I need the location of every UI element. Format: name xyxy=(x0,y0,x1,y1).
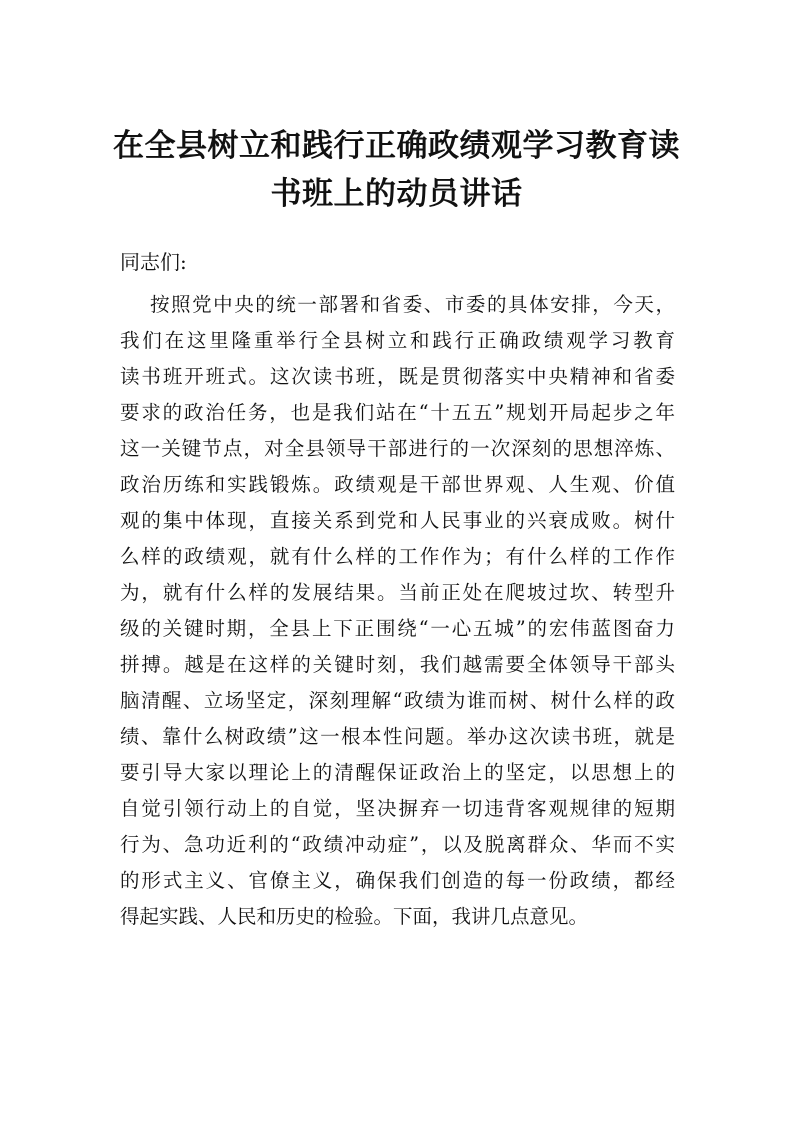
paragraph-line: 绩、靠什么树政绩”这一根本性问题。举办这次读书班，就是 xyxy=(120,725,675,748)
paragraph-line: 行为、急功近利的“政绩冲动症”，以及脱离群众、华而不实 xyxy=(120,833,675,856)
paragraph-line: 得起实践、人民和历史的检验。下面，我讲几点意见。 xyxy=(120,905,589,928)
paragraph-line: 的形式主义、官僚主义，确保我们创造的每一份政绩，都经 xyxy=(120,869,675,892)
paragraph-line: 读书班开班式。这次读书班，既是贯彻落实中央精神和省委 xyxy=(120,365,675,388)
body-paragraph xyxy=(120,287,675,935)
paragraph-line: 拼搏。越是在这样的关键时刻，我们越需要全体领导干部头 xyxy=(120,653,675,676)
paragraph-line: 级的关键时期，全县上下正围绕“一心五城”的宏伟蓝图奋力 xyxy=(120,617,675,640)
paragraph-line: 观的集中体现，直接关系到党和人民事业的兴衰成败。树什 xyxy=(120,509,675,532)
paragraph-line: 要引导大家以理论上的清醒保证政治上的坚定，以思想上的 xyxy=(120,761,675,784)
paragraph-line: 自觉引领行动上的自觉，坚决摒弃一切违背客观规律的短期 xyxy=(120,797,675,820)
paragraph-line: 脑清醒、立场坚定，深刻理解“政绩为谁而树、树什么样的政 xyxy=(120,689,675,712)
paragraph-line: 为，就有什么样的发展结果。当前正处在爬坡过坎、转型升 xyxy=(120,581,675,604)
salutation: 同志们: xyxy=(120,250,187,274)
paragraph-line: 按照党中央的统一部署和省委、市委的具体安排，今天， xyxy=(150,293,675,316)
paragraph-line: 要求的政治任务，也是我们站在“十五五”规划开局起步之年 xyxy=(120,401,675,424)
document-title-line-1: 在全县树立和践行正确政绩观学习教育读 xyxy=(113,128,680,164)
paragraph-line: 么样的政绩观，就有什么样的工作作为；有什么样的工作作 xyxy=(120,545,675,568)
paragraph-line: 我们在这里隆重举行全县树立和践行正确政绩观学习教育 xyxy=(120,329,675,352)
paragraph-line: 这一关键节点，对全县领导干部进行的一次深刻的思想淬炼、 xyxy=(120,437,675,460)
paragraph-line: 政治历练和实践锻炼。政绩观是干部世界观、人生观、价值 xyxy=(120,473,675,496)
document-title-line-2: 书班上的动员讲话 xyxy=(270,176,523,212)
